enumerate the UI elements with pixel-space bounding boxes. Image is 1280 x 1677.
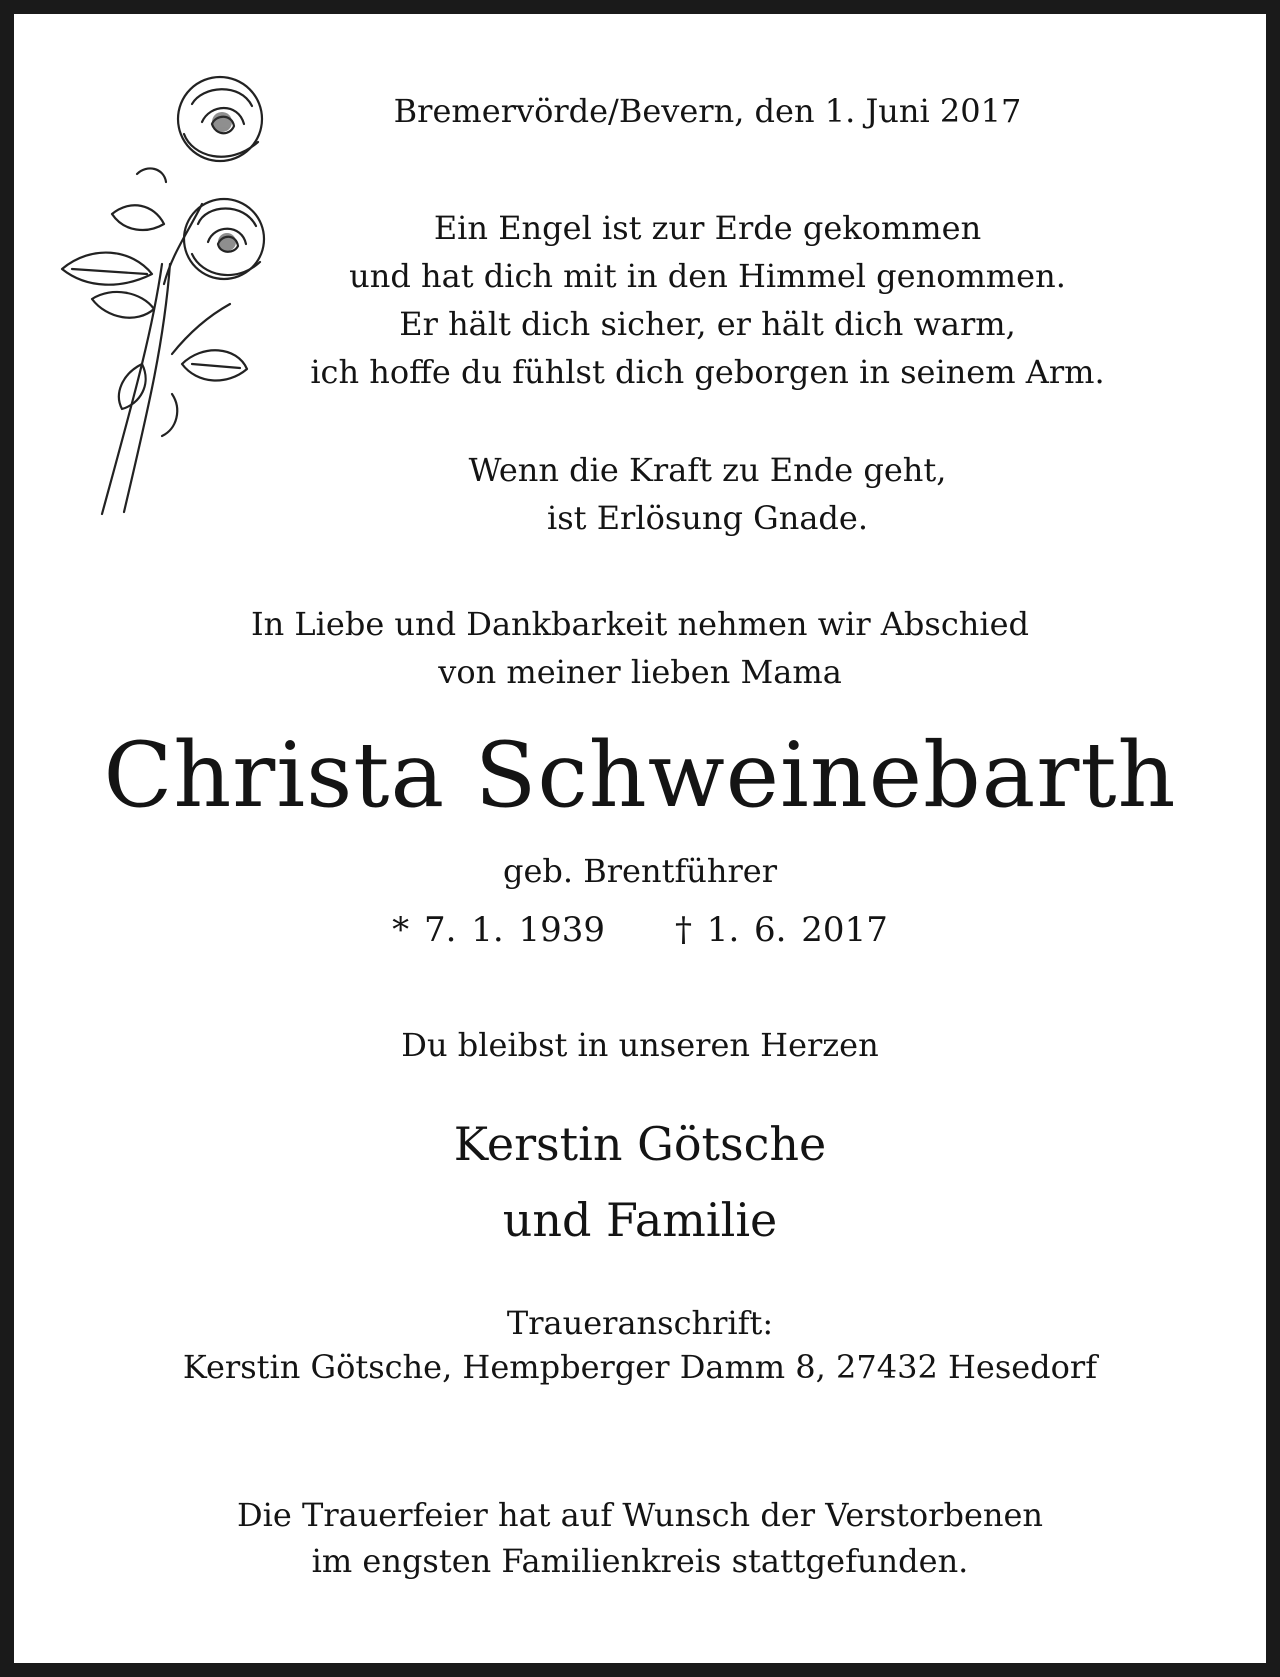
obituary-card [14,14,1266,1663]
poem-verse-one [244,204,1171,396]
remembrance-text: Du bleibst in unseren Herzen [401,1026,879,1064]
farewell-line: von meiner lieben Mama [438,653,842,691]
farewell-line: In Liebe und Dankbarkeit nehmen wir Abschied [250,605,1029,643]
birth-date: * 7. 1. 1939 [392,910,605,950]
mourning-address: Kerstin Götsche, Hempberger Damm 8, 27432 Hesedorf [182,1348,1098,1386]
place-date: Bremervörde/Bevern, den 1. Juni 2017 [393,92,1022,130]
mourner-line: Kerstin Götsche [453,1117,827,1171]
poem-line: und hat dich mit in den Himmel genommen. [349,257,1066,295]
maiden-name: geb. Brentführer [502,852,778,890]
deceased-name: Christa Schweinebarth [103,723,1177,828]
ceremony-line: Die Trauerfeier hat auf Wunsch der Verstorbenen [236,1496,1044,1534]
mourner-line: und Familie [502,1193,778,1247]
life-dates [14,910,1266,950]
ceremony-note [14,1492,1266,1584]
poem-line: Er hält dich sicher, er hält dich warm, [399,305,1016,343]
farewell-text [14,600,1266,696]
poem-line: Wenn die Kraft zu Ende geht, [468,451,947,489]
death-date: † 1. 6. 2017 [675,910,888,950]
address-label: Traueranschrift: [506,1304,774,1342]
poem-line: ich hoffe du fühlst dich geborgen in seinem Arm. [310,353,1105,391]
poem-line: Ein Engel ist zur Erde gekommen [433,209,982,247]
ceremony-line: im engsten Familienkreis stattgefunden. [311,1542,969,1580]
poem-line: ist Erlösung Gnade. [547,499,868,537]
poem-verse-two [244,446,1171,542]
mourners [14,1106,1266,1258]
